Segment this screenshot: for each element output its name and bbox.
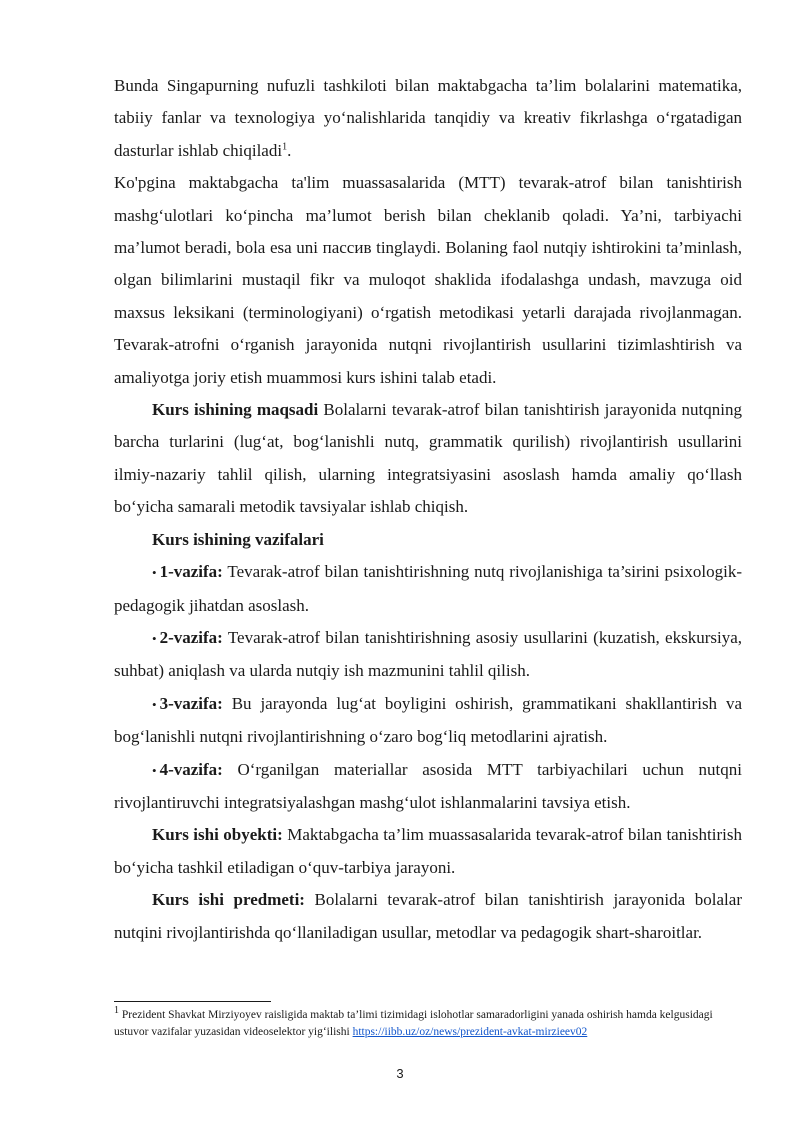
page-number: 3 (396, 1066, 404, 1081)
intro-paragraph: Bunda Singapurning nufuzli tashkiloti bilan maktabgacha ta’lim bolalarini matematika, tabiiy fanlar va texnologiya yo‘nalishlarida tanqidiy va kreativ fikrlashga o‘rgatadigan dasturlar ishlab chiqiladi$^1$. (114, 76, 742, 160)
footnote-reference[interactable]: 1 (282, 141, 288, 153)
document-body (114, 70, 742, 949)
task-text: O‘rganilgan materiallar asosida MTT tarbiyachilari uchun nutqni rivojlantiruvchi integratsiyalashgan mashg‘ulot ishlanmalarini tavsiya etish. (114, 759, 742, 812)
task-label: 3-vazifa: (159, 693, 223, 713)
task-label: 4-vazifa: (159, 759, 223, 779)
task-label: 2-vazifa: (159, 627, 223, 647)
task-item-3 (114, 688, 742, 754)
footnote-divider (114, 1001, 271, 1002)
footnote (114, 1007, 742, 1040)
task-item-2 (114, 622, 742, 688)
goal-text: Bolalarni tevarak-atrof bilan tanishtirish jarayonida nutqning barcha turlarini (lug‘at, bog‘lanishli nutq, grammatik qurilish) rivojlantirish usullarini ilmiy-nazariy tahlil qilish, ularning integratsiyasini asoslash hamda amaliy qo‘llash bo‘yicha samarali metodik tavsiyalar ishlab chiqish. (114, 400, 742, 517)
goal-label: Kurs ishining maqsadi (152, 400, 319, 420)
bullet-icon: • (152, 630, 157, 646)
task-text: Tevarak-atrof bilan tanishtirishning nutq rivojlanishiga ta’sirini psixologik-pedagogik jihatdan asoslash. (114, 562, 742, 615)
task-text: Bu jarayonda lug‘at boyligini oshirish, grammatikani shakllantirish va bog‘lanishli nutqni rivojlantirishning o‘zaro bog‘liq metodlarini ajratish. (114, 693, 742, 747)
object-text: Maktabgacha ta’lim muassasalarida tevarak-atrof bilan tanishtirish bo‘yicha tashkil etiladigan o‘quv-tarbiya jarayoni. (114, 825, 742, 877)
footnote-link[interactable]: https://iibb.uz/oz/news/prezident-avkat-mirzieev02 (352, 1025, 588, 1038)
task-text: Tevarak-atrof bilan tanishtirishning asosiy usullarini (kuzatish, ekskursiya, suhbat) aniqlash va ularda nutqiy ish mazmunini tahlil qilish. (114, 627, 742, 681)
task-label: 1-vazifa: (159, 562, 223, 582)
task-item-1 (114, 556, 742, 622)
footnote-text: Prezident Shavkat Mirziyoyev raisligida maktab ta’limi tizimidagi islohotlar samaradorligini yanada oshirish hamda kelgusidagi ustuvor vazifalar yuzasidan videoselektor yig‘ilishi (114, 1009, 713, 1038)
tasks-heading: Kurs ishining vazifalari (152, 529, 324, 549)
task-item-4 (114, 754, 742, 820)
intro-text: Bunda Singapurning nufuzli tashkiloti bilan maktabgacha ta’lim bolalarini matematika, tabiiy fanlar va texnologiya yo‘nalishlarida tanqidiy va kreativ fikrlashga o‘rgatadigan dasturlar ishlab chiqiladi (114, 76, 742, 160)
subject-label: Kurs ishi predmeti: (152, 890, 305, 910)
bullet-icon: • (152, 565, 157, 581)
goal-paragraph (114, 394, 742, 524)
object-label: Kurs ishi obyekti: (152, 825, 283, 845)
bullet-icon: • (152, 696, 157, 712)
object-paragraph (114, 819, 742, 884)
subject-paragraph (114, 884, 742, 949)
problem-paragraph: Ko'pgina maktabgacha ta'lim muassasalarida (MTT) tevarak-atrof bilan tanishtirish mashg‘ulotlari ko‘pincha ma’lumot berish bilan cheklanib qoladi. Ya’ni, tarbiyachi ma’lumot beradi, bola esa uni пассив tinglaydi. Bolaning faol nutqiy ishtirokini ta’minlash, olgan bilimlarini mustaqil fikr va muloqot shaklida ifodalashga undash, mavzuga oid maxsus leksikani (terminologiyani) o‘rgatish metodikasi yetarli darajada rivojlanmagan. Tevarak-atrofni o‘rganish jarayonida nutqni rivojlantirish usullarini tizimlashtirish va amaliyotga joriy etish muammosi kurs ishini talab etadi. (114, 173, 742, 387)
bullet-icon: • (152, 762, 157, 778)
subject-text: Bolalarni tevarak-atrof bilan tanishtirish jarayonida bolalar nutqini rivojlantirishda qo‘llaniladigan usullar, metodlar va pedagogik shart-sharoitlar. (114, 890, 742, 942)
footnote-number: 1 (114, 1005, 119, 1017)
